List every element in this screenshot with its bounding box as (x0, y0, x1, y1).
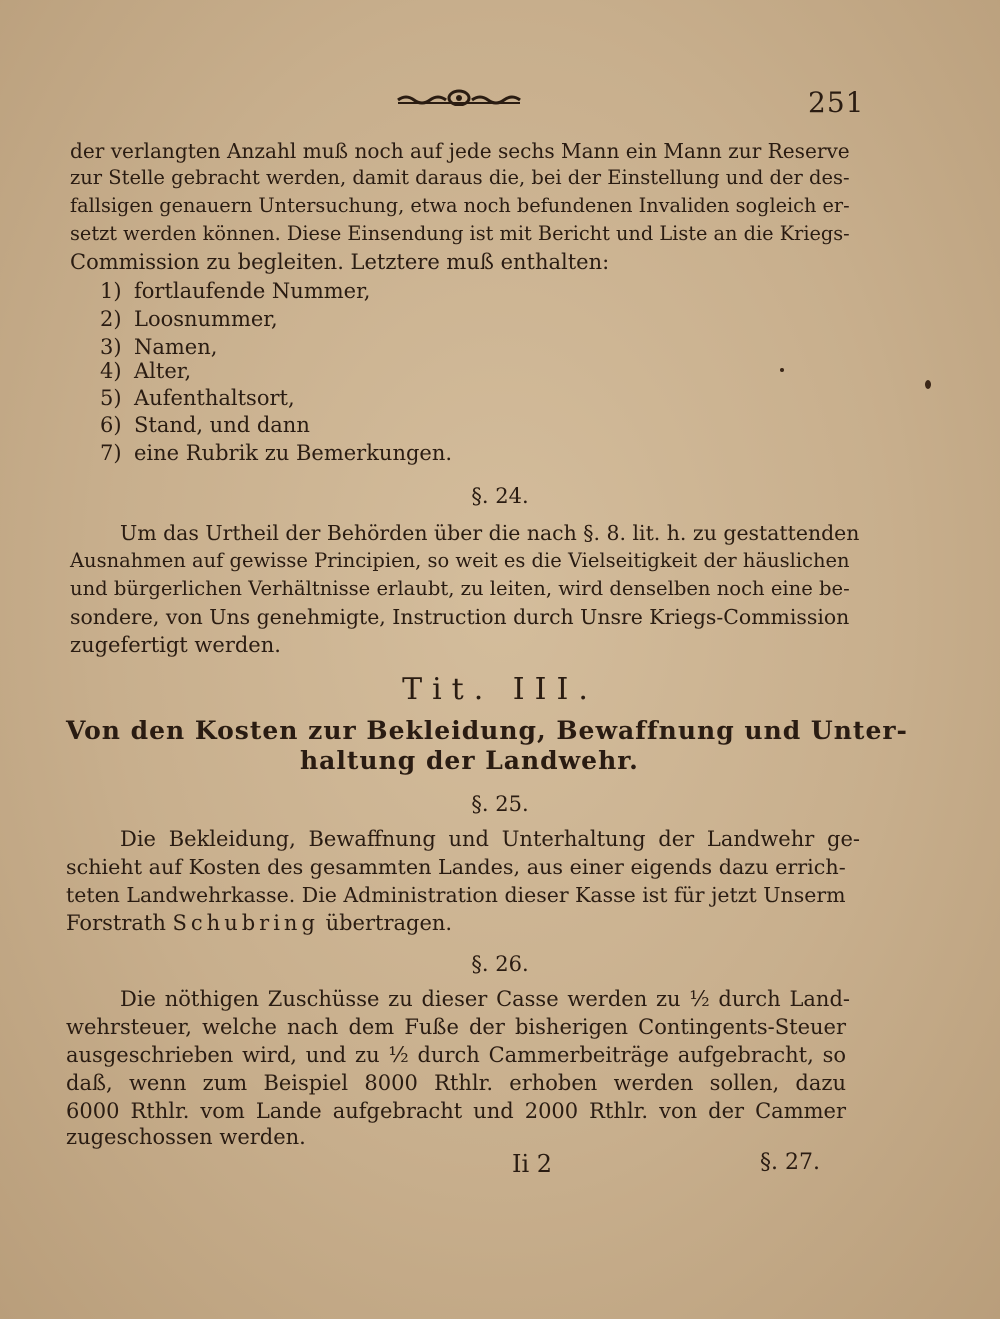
title-heading: Von den Kosten zur Bekleidung, Bewaffnung und Unter- (66, 716, 908, 745)
text-line: daß, wenn zum Beispiel 8000 Rthlr. erhoben werden sollen, dazu (66, 1071, 846, 1095)
list-number: 5) (100, 386, 122, 410)
text-line: schieht auf Kosten des gesammten Landes, aus einer eigends dazu errich- (66, 855, 846, 879)
list-item (100, 306, 278, 332)
list-number: 1) (100, 279, 122, 303)
text-line: sondere, von Uns genehmigte, Instruction durch Unsre Kriegs-Commission (70, 605, 850, 629)
text-line: Ausnahmen auf gewisse Principien, so weit es die Vielseitigkeit der häuslichen (70, 549, 850, 572)
list-text: Stand, und dann (134, 413, 310, 437)
header-ornament (396, 88, 522, 106)
signature-mark: Ii 2 (512, 1150, 553, 1178)
text-line: zur Stelle gebracht werden, damit daraus die, bei der Einstellung und der des- (70, 166, 850, 189)
list-item (100, 412, 310, 438)
text-line (66, 910, 452, 936)
list-text: Aufenthaltsort, (134, 386, 295, 410)
catchword: §. 27. (760, 1150, 820, 1175)
text-line: Die Bekleidung, Bewaffnung und Unterhaltung der Landwehr ge- (120, 827, 860, 851)
text-line: zugeschossen werden. (66, 1125, 306, 1149)
title-label: Tit. III. (402, 672, 598, 707)
text-fragment: Forstrath (66, 911, 173, 935)
section-heading: §. 25. (471, 792, 529, 816)
text-line: Commission zu begleiten. Letztere muß enthalten: (70, 250, 610, 274)
list-text: eine Rubrik zu Bemerkungen. (134, 441, 453, 465)
person-name: Schubring (172, 911, 319, 935)
section-heading: §. 26. (471, 952, 529, 976)
list-text: Alter, (134, 359, 192, 383)
text-fragment: übertragen. (318, 911, 453, 935)
list-number: 6) (100, 413, 122, 437)
list-text: Loosnummer, (134, 307, 278, 331)
list-text: Namen, (134, 335, 218, 359)
text-line: setzt werden können. Diese Einsendung ist mit Bericht und Liste an die Kriegs- (70, 222, 850, 245)
text-line: zugefertigt werden. (70, 633, 281, 657)
list-number: 7) (100, 441, 122, 465)
text-line: wehrsteuer, welche nach dem Fuße der bisherigen Contingents-Steuer (66, 1015, 846, 1039)
list-item (100, 278, 371, 304)
text-line: ausgeschrieben wird, und zu ½ durch Cammerbeiträge aufgebracht, so (66, 1043, 846, 1067)
paper-speck (925, 380, 931, 389)
title-heading: haltung der Landwehr. (300, 746, 639, 775)
list-item (100, 440, 452, 466)
paper-speck (780, 368, 784, 372)
text-line: teten Landwehrkasse. Die Administration dieser Kasse ist für jetzt Unserm (66, 883, 846, 907)
section-heading: §. 24. (471, 484, 529, 508)
list-number: 4) (100, 359, 122, 383)
list-number: 2) (100, 307, 122, 331)
text-line: der verlangten Anzahl muß noch auf jede sechs Mann ein Mann zur Reserve (70, 139, 850, 163)
text-line: und bürgerlichen Verhältnisse erlaubt, zu leiten, wird denselben noch eine be- (70, 577, 850, 600)
page-number: 251 (808, 86, 865, 119)
list-item (100, 358, 191, 384)
text-line: 6000 Rthlr. vom Lande aufgebracht und 2000 Rthlr. von der Cammer (66, 1099, 846, 1123)
list-item (100, 334, 217, 360)
text-line: Um das Urtheil der Behörden über die nach §. 8. lit. h. zu gestattenden (120, 521, 860, 545)
text-line: Die nöthigen Zuschüsse zu dieser Casse werden zu ½ durch Land- (120, 987, 850, 1011)
list-item (100, 385, 295, 411)
list-text: fortlaufende Nummer, (134, 279, 371, 303)
list-number: 3) (100, 335, 122, 359)
text-line: fallsigen genauern Untersuchung, etwa noch befundenen Invaliden sogleich er- (70, 194, 850, 217)
